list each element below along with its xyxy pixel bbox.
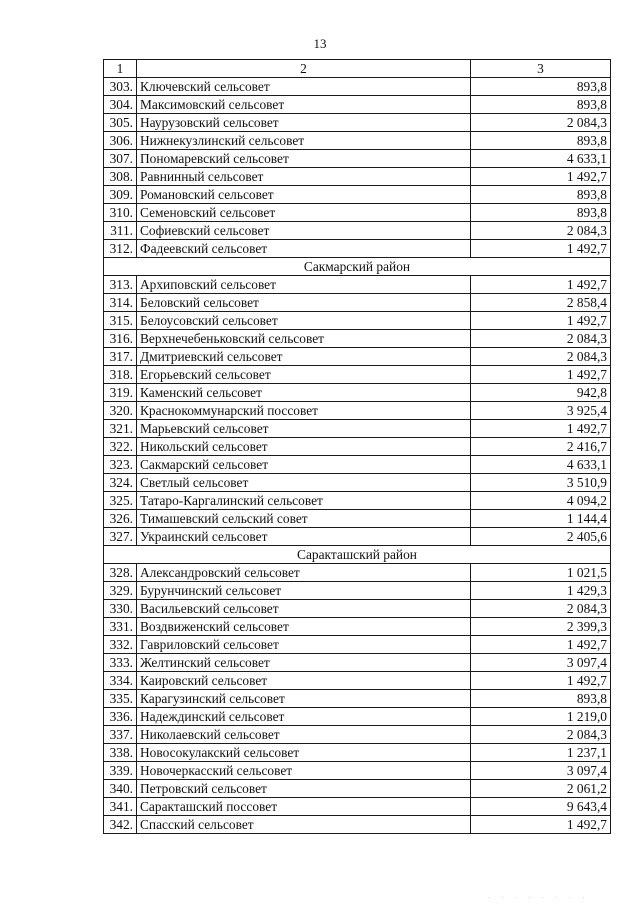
amount-value: 893,8 [471, 96, 611, 114]
row-number: 305. [104, 114, 137, 132]
settlement-name: Краснокоммунарский поссовет [137, 402, 471, 420]
settlement-name: Надеждинский сельсовет [137, 708, 471, 726]
amount-value: 1 492,7 [471, 168, 611, 186]
amount-value: 1 492,7 [471, 672, 611, 690]
settlement-name: Архиповский сельсовет [137, 276, 471, 294]
table-row [104, 762, 611, 780]
settlement-name: Спасский сельсовет [137, 816, 471, 834]
amount-value: 4 633,1 [471, 150, 611, 168]
row-number: 336. [104, 708, 137, 726]
table-row [104, 132, 611, 150]
table-row [104, 222, 611, 240]
table-row [104, 312, 611, 330]
table-row [104, 816, 611, 834]
amount-value: 1 492,7 [471, 240, 611, 258]
section-title: Сакмарский район [104, 258, 611, 276]
settlement-name: Равнинный сельсовет [137, 168, 471, 186]
row-number: 320. [104, 402, 137, 420]
row-number: 314. [104, 294, 137, 312]
settlement-name: Беловский сельсовет [137, 294, 471, 312]
amount-value: 1 237,1 [471, 744, 611, 762]
row-number: 326. [104, 510, 137, 528]
row-number: 342. [104, 816, 137, 834]
row-number: 322. [104, 438, 137, 456]
table-row [104, 690, 611, 708]
column-header-number: 1 [104, 60, 137, 78]
table-row [104, 114, 611, 132]
amount-value: 1 492,7 [471, 276, 611, 294]
settlement-name: Наурузовский сельсовет [137, 114, 471, 132]
amount-value: 893,8 [471, 186, 611, 204]
row-number: 303. [104, 78, 137, 96]
row-number: 341. [104, 798, 137, 816]
row-number: 309. [104, 186, 137, 204]
settlement-name: Каменский сельсовет [137, 384, 471, 402]
amount-value: 1 492,7 [471, 366, 611, 384]
table-row [104, 654, 611, 672]
table-row [104, 708, 611, 726]
row-number: 304. [104, 96, 137, 114]
amount-value: 1 492,7 [471, 312, 611, 330]
table-row [104, 240, 611, 258]
settlement-name: Татаро-Каргалинский сельсовет [137, 492, 471, 510]
settlement-name: Новочеркасский сельсовет [137, 762, 471, 780]
row-number: 318. [104, 366, 137, 384]
table-row [104, 402, 611, 420]
amount-value: 3 510,9 [471, 474, 611, 492]
settlement-name: Марьевский сельсовет [137, 420, 471, 438]
table-row [104, 438, 611, 456]
table-row [104, 492, 611, 510]
row-number: 311. [104, 222, 137, 240]
settlement-name: Петровский сельсовет [137, 780, 471, 798]
settlement-name: Пономаревский сельсовет [137, 150, 471, 168]
row-number: 337. [104, 726, 137, 744]
row-number: 329. [104, 582, 137, 600]
table-row [104, 204, 611, 222]
row-number: 313. [104, 276, 137, 294]
row-number: 310. [104, 204, 137, 222]
row-number: 330. [104, 600, 137, 618]
amount-value: 893,8 [471, 78, 611, 96]
scan-artifact-dots: . . . . . . . . [488, 892, 590, 900]
table-row [104, 744, 611, 762]
section-row [104, 546, 611, 564]
settlement-name: Семеновский сельсовет [137, 204, 471, 222]
table-body [104, 60, 611, 834]
amount-value: 9 643,4 [471, 798, 611, 816]
amount-value: 3 925,4 [471, 402, 611, 420]
amount-value: 2 084,3 [471, 222, 611, 240]
amount-value: 3 097,4 [471, 654, 611, 672]
amount-value: 893,8 [471, 132, 611, 150]
settlement-name: Нижнекузлинский сельсовет [137, 132, 471, 150]
settlement-name: Светлый сельсовет [137, 474, 471, 492]
table-row [104, 528, 611, 546]
settlement-name: Романовский сельсовет [137, 186, 471, 204]
section-title: Саракташский район [104, 546, 611, 564]
amount-value: 2 084,3 [471, 600, 611, 618]
row-number: 307. [104, 150, 137, 168]
amount-value: 942,8 [471, 384, 611, 402]
page-number: 13 [313, 36, 327, 51]
settlement-name: Белоусовский сельсовет [137, 312, 471, 330]
row-number: 315. [104, 312, 137, 330]
row-number: 321. [104, 420, 137, 438]
settlement-name: Дмитриевский сельсовет [137, 348, 471, 366]
row-number: 306. [104, 132, 137, 150]
amount-value: 2 858,4 [471, 294, 611, 312]
column-header-amount: 3 [471, 60, 611, 78]
row-number: 319. [104, 384, 137, 402]
table-row [104, 672, 611, 690]
table-row [104, 798, 611, 816]
row-number: 312. [104, 240, 137, 258]
settlement-name: Николаевский сельсовет [137, 726, 471, 744]
table-row [104, 618, 611, 636]
row-number: 325. [104, 492, 137, 510]
table-header-row [104, 60, 611, 78]
settlement-name: Бурунчинский сельсовет [137, 582, 471, 600]
settlement-name: Украинский сельсовет [137, 528, 471, 546]
table-row [104, 186, 611, 204]
amount-value: 2 084,3 [471, 348, 611, 366]
table-row [104, 780, 611, 798]
settlement-name: Новосокулакский сельсовет [137, 744, 471, 762]
table-row [104, 420, 611, 438]
amount-value: 2 084,3 [471, 726, 611, 744]
row-number: 327. [104, 528, 137, 546]
settlement-name: Софиевский сельсовет [137, 222, 471, 240]
settlement-name: Фадеевский сельсовет [137, 240, 471, 258]
row-number: 328. [104, 564, 137, 582]
row-number: 339. [104, 762, 137, 780]
row-number: 340. [104, 780, 137, 798]
amount-value: 1 021,5 [471, 564, 611, 582]
settlement-name: Каировский сельсовет [137, 672, 471, 690]
table-row [104, 96, 611, 114]
amount-value: 1 144,4 [471, 510, 611, 528]
table-row [104, 564, 611, 582]
row-number: 331. [104, 618, 137, 636]
settlement-name: Саракташский поссовет [137, 798, 471, 816]
settlement-name: Ключевский сельсовет [137, 78, 471, 96]
row-number: 335. [104, 690, 137, 708]
table-row [104, 168, 611, 186]
settlement-name: Егорьевский сельсовет [137, 366, 471, 384]
settlement-name: Воздвиженский сельсовет [137, 618, 471, 636]
settlement-name: Никольский сельсовет [137, 438, 471, 456]
row-number: 334. [104, 672, 137, 690]
amount-value: 2 084,3 [471, 114, 611, 132]
amount-value: 4 633,1 [471, 456, 611, 474]
settlement-name: Верхнечебеньковский сельсовет [137, 330, 471, 348]
table-row [104, 294, 611, 312]
row-number: 332. [104, 636, 137, 654]
table-row [104, 78, 611, 96]
table-row [104, 726, 611, 744]
row-number: 317. [104, 348, 137, 366]
amount-value: 1 219,0 [471, 708, 611, 726]
amount-value: 1 429,3 [471, 582, 611, 600]
row-number: 333. [104, 654, 137, 672]
row-number: 323. [104, 456, 137, 474]
amount-value: 1 492,7 [471, 816, 611, 834]
settlement-name: Сакмарский сельсовет [137, 456, 471, 474]
table-row [104, 348, 611, 366]
table-row [104, 366, 611, 384]
allocation-table [103, 59, 611, 834]
amount-value: 4 094,2 [471, 492, 611, 510]
settlement-name: Гавриловский сельсовет [137, 636, 471, 654]
table-row [104, 150, 611, 168]
settlement-name: Максимовский сельсовет [137, 96, 471, 114]
table-row [104, 636, 611, 654]
column-header-name: 2 [137, 60, 471, 78]
row-number: 338. [104, 744, 137, 762]
row-number: 324. [104, 474, 137, 492]
row-number: 308. [104, 168, 137, 186]
row-number: 316. [104, 330, 137, 348]
amount-value: 2 405,6 [471, 528, 611, 546]
amount-value: 893,8 [471, 690, 611, 708]
table-row [104, 456, 611, 474]
table-row [104, 330, 611, 348]
settlement-name: Карагузинский сельсовет [137, 690, 471, 708]
amount-value: 1 492,7 [471, 420, 611, 438]
amount-value: 2 061,2 [471, 780, 611, 798]
table-row [104, 510, 611, 528]
amount-value: 3 097,4 [471, 762, 611, 780]
amount-value: 2 084,3 [471, 330, 611, 348]
table-row [104, 474, 611, 492]
table-row [104, 276, 611, 294]
table-row [104, 600, 611, 618]
table-row [104, 582, 611, 600]
settlement-name: Александровский сельсовет [137, 564, 471, 582]
settlement-name: Васильевский сельсовет [137, 600, 471, 618]
amount-value: 893,8 [471, 204, 611, 222]
table-row [104, 384, 611, 402]
section-row [104, 258, 611, 276]
amount-value: 2 416,7 [471, 438, 611, 456]
amount-value: 1 492,7 [471, 636, 611, 654]
settlement-name: Желтинский сельсовет [137, 654, 471, 672]
settlement-name: Тимашевский сельский совет [137, 510, 471, 528]
amount-value: 2 399,3 [471, 618, 611, 636]
